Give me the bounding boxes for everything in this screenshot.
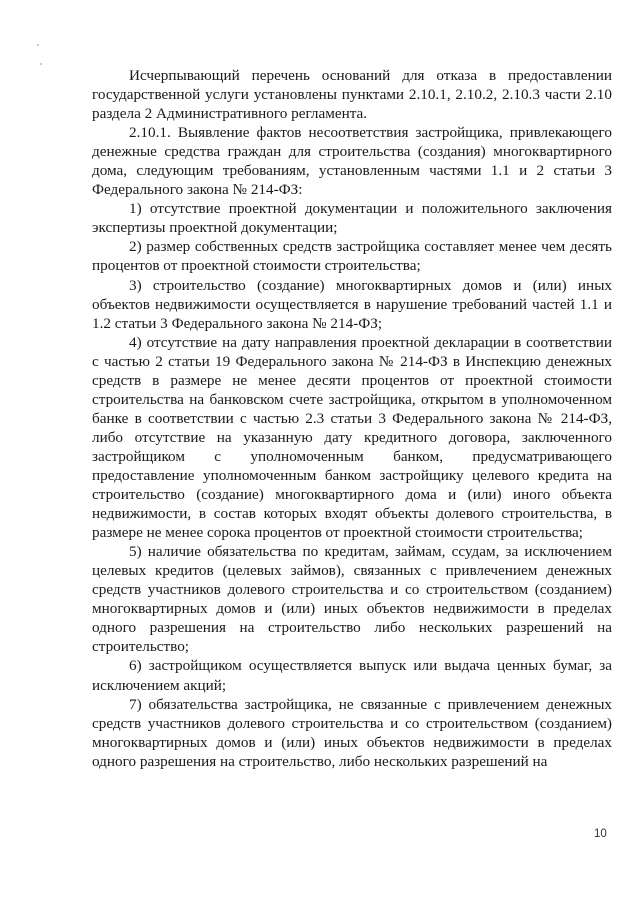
paragraph: Исчерпывающий перечень оснований для отказа в предоставлении государственной услуги установлены пунктами 2.10.1, 2.10.2, 2.10.3 части 2.10 раздела 2 Административного регламента. [92, 67, 612, 123]
document-body [92, 66, 612, 771]
scan-mark [37, 44, 39, 46]
paragraph: 7) обязательства застройщика, не связанные с привлечением денежных средств участников долевого строительства и со строительством (созданием) многоквартирных домов и (или) иных объектов недвижимости в пределах одного разрешения на строительство, либо нескольких разрешений на [92, 695, 612, 770]
paragraph: 1) отсутствие проектной документации и положительного заключения экспертизы проектной документации; [92, 200, 612, 237]
scan-mark [40, 63, 42, 65]
paragraph: 5) наличие обязательства по кредитам, займам, ссудам, за исключением целевых кредитов (целевых займов), связанных с привлечением денежных средств участников долевого строительства и со строительством (созданием) многоквартирных домов и (или) иных объектов недвижимости в пределах одного разрешения на строительство либо нескольких разрешений на строительство; [92, 543, 612, 656]
page-number: 10 [594, 828, 607, 840]
paragraph: 6) застройщиком осуществляется выпуск или выдача ценных бумаг, за исключением акций; [92, 657, 612, 694]
paragraph: 4) отсутствие на дату направления проектной декларации в соответствии с частью 2 статьи 19 Федерального закона № 214-ФЗ в Инспекцию денежных средств в размере не менее десяти процентов от проектной стоимости строительства на банковском счете застройщика, открытом в уполномоченном банке в соответствии с частью 2.3 статьи 3 Федерального закона № 214-ФЗ, либо отсутствие на указанную дату кредитного договора, заключенного застройщиком с уполномоченным банком, предусматривающего предоставление уполномоченным банком застройщику целевого кредита на строительство (создание) многоквартирного дома и (или) иного объекта недвижимости, в состав которых входят объекты долевого строительства, в размере не менее сорока процентов от проектной стоимости строительства; [92, 333, 612, 542]
paragraph: 3) строительство (создание) многоквартирных домов и (или) иных объектов недвижимости осуществляется в нарушение требований частей 1.1 и 1.2 статьи 3 Федерального закона № 214-ФЗ; [92, 276, 612, 332]
paragraph: 2) размер собственных средств застройщика составляет менее чем десять процентов от проектной стоимости строительства; [92, 238, 612, 275]
paragraph: 2.10.1. Выявление фактов несоответствия застройщика, привлекающего денежные средства граждан для строительства (создания) многоквартирного дома, следующим требованиям, установленным частями 1.1 и 2 статьи 3 Федерального закона № 214-ФЗ: [92, 124, 612, 199]
